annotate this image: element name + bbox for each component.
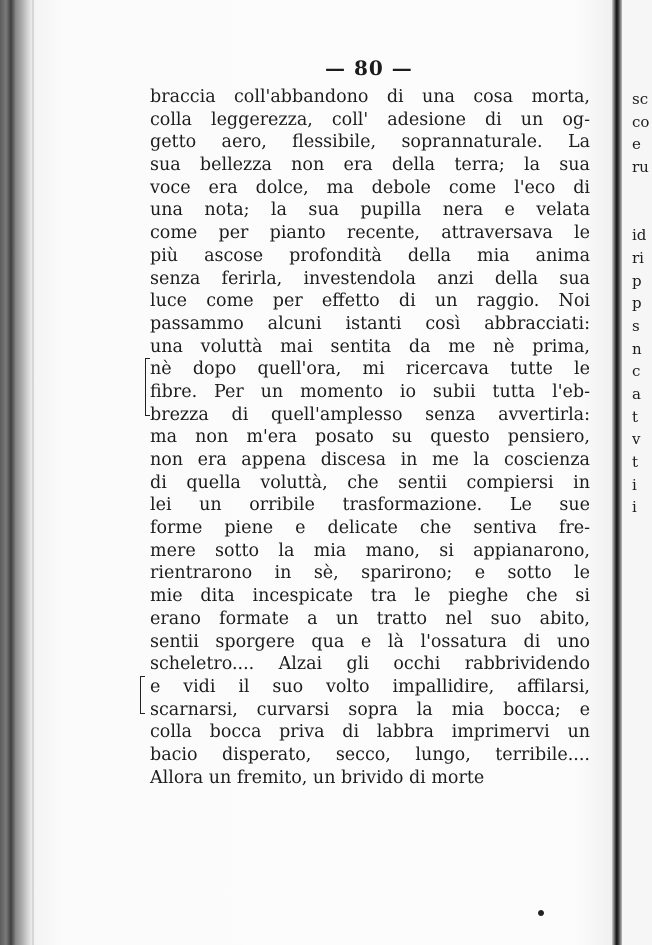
text-line: fibre. Per un momento io subii tutta l'eb- bbox=[150, 381, 590, 402]
text-line: di quella voluttà, che sentii compiersi in bbox=[150, 472, 590, 493]
adjacent-page-fragment: p bbox=[632, 294, 642, 313]
adjacent-page-fragment: ri bbox=[632, 248, 644, 267]
text-line: come per pianto recente, attraversava le bbox=[150, 223, 590, 244]
text-line: colla leggerezza, coll' adesione di un og- bbox=[150, 109, 590, 130]
text-line: Allora un fremito, un brivido di morte bbox=[150, 767, 485, 788]
book-binding-shadow bbox=[0, 0, 32, 945]
adjacent-page-fragment: t bbox=[632, 407, 639, 426]
text-line: luce come per effetto di un raggio. Noi bbox=[150, 291, 590, 312]
margin-bracket bbox=[145, 358, 150, 416]
text-line: passammo alcuni istanti così abbracciati: bbox=[150, 313, 590, 334]
text-line: braccia coll'abbandono di una cosa morta, bbox=[150, 87, 590, 107]
adjacent-page-fragment: c bbox=[632, 362, 641, 381]
adjacent-page-fragment: n bbox=[632, 339, 642, 358]
text-line: mie dita incespicate tra le pieghe che si bbox=[150, 586, 590, 607]
text-line: forme piene e delicate che sentiva fre- bbox=[150, 518, 590, 539]
page-number: — 80 — bbox=[325, 56, 413, 80]
adjacent-page-fragment: i bbox=[632, 475, 637, 494]
ink-dot bbox=[538, 910, 544, 916]
text-line: mere sotto la mia mano, si appianarono, bbox=[150, 540, 590, 561]
adjacent-page-fragment: a bbox=[632, 384, 641, 403]
adjacent-page-fragment: ru bbox=[632, 158, 649, 177]
text-line: scarnarsi, curvarsi sopra la mia bocca; e bbox=[150, 699, 590, 720]
text-line: sua bellezza non era della terra; la sua bbox=[150, 155, 590, 176]
text-line: una voluttà mai sentita da me nè prima, bbox=[150, 336, 590, 357]
text-line: senza ferirla, investendola anzi della sua bbox=[150, 268, 590, 289]
text-line: colla bocca priva di labbra imprimervi un bbox=[150, 722, 590, 743]
text-line: e vidi il suo volto impallidire, affilarsi, bbox=[150, 676, 590, 697]
text-line: una nota; la sua pupilla nera e velata bbox=[150, 200, 590, 221]
adjacent-page-fragment: sc bbox=[632, 90, 649, 108]
text-line: brezza di quell'amplesso senza avvertirla: bbox=[150, 404, 590, 425]
adjacent-page-fragment: v bbox=[632, 430, 641, 449]
text-line: scheletro.... Alzai gli occhi rabbrividendo bbox=[150, 654, 590, 675]
body-text bbox=[150, 86, 590, 789]
adjacent-page-fragment: t bbox=[632, 453, 639, 472]
text-line: erano formate a un tratto nel suo abito, bbox=[150, 608, 590, 629]
adjacent-page-fragment: co bbox=[632, 112, 650, 131]
adjacent-page-fragment: p bbox=[632, 271, 642, 290]
text-line: bacio disperato, secco, lungo, terribile.... bbox=[150, 744, 590, 765]
text-line: ma non m'era posato su questo pensiero, bbox=[150, 427, 590, 448]
adjacent-page-fragment: s bbox=[632, 316, 640, 335]
adjacent-page-fragment: i bbox=[632, 498, 637, 517]
adjacent-page-fragment: e bbox=[632, 135, 641, 154]
text-line: voce era dolce, ma debole come l'eco di bbox=[150, 177, 590, 198]
text-line: lei un orribile trasformazione. Le sue bbox=[150, 495, 590, 516]
text-line: getto aero, flessibile, soprannaturale. La bbox=[150, 132, 590, 153]
text-line: rientrarono in sè, sparirono; e sotto le bbox=[150, 563, 590, 584]
adjacent-page-text-fragments bbox=[632, 88, 652, 519]
text-line: non era appena discesa in me la coscienza bbox=[150, 450, 590, 470]
text-line: sentii sporgere qua e là l'ossatura di uno bbox=[150, 631, 590, 652]
text-line: più ascose profondità della mia anima bbox=[150, 245, 590, 266]
text-line: nè dopo quell'ora, mi ricercava tutte le bbox=[150, 359, 590, 380]
adjacent-page-fragment: id bbox=[632, 226, 647, 245]
adjacent-page-gap bbox=[632, 179, 652, 224]
page-fold-shadow bbox=[612, 0, 622, 945]
margin-bracket bbox=[140, 676, 145, 714]
